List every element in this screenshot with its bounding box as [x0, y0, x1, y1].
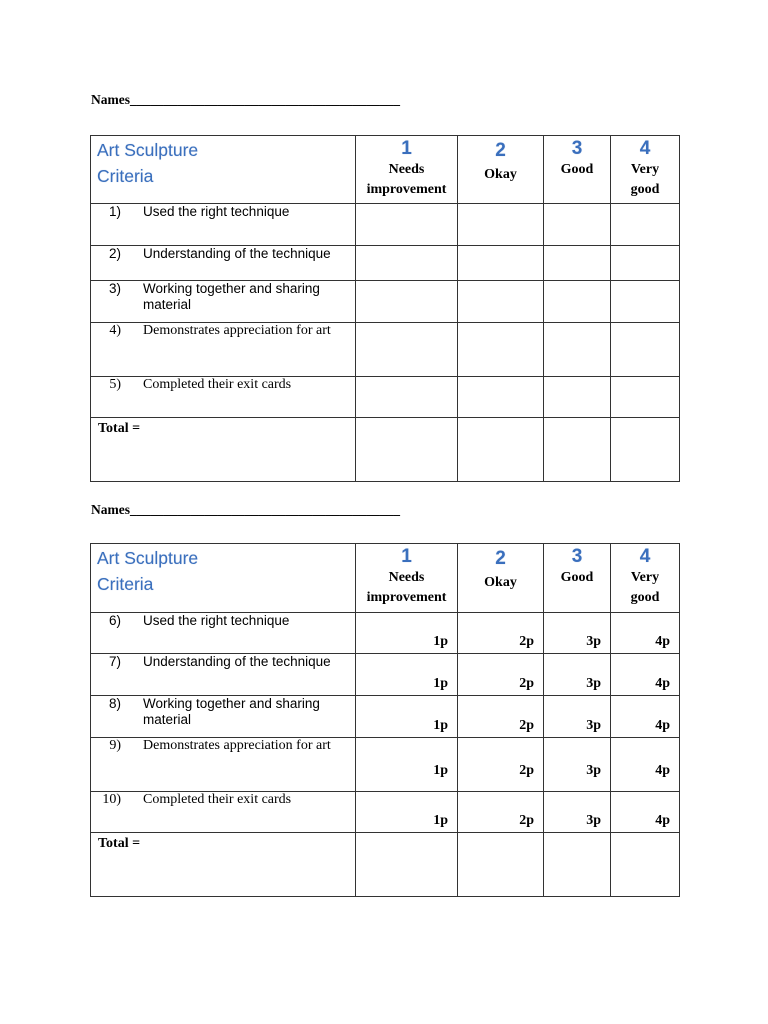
level-4-header — [611, 544, 680, 613]
points-cell[interactable]: 3p — [544, 792, 611, 833]
level-1-header — [356, 136, 458, 204]
level-1-header — [356, 544, 458, 613]
score-cell[interactable] — [458, 204, 544, 246]
points-cell[interactable]: 4p — [611, 792, 680, 833]
criterion-row — [91, 696, 680, 738]
points-cell[interactable]: 2p — [458, 738, 544, 792]
points-cell[interactable]: 4p — [611, 738, 680, 792]
level-3-header — [544, 136, 611, 204]
level-3-number: 3 — [571, 138, 583, 159]
criterion-text: Used the right technique — [143, 613, 290, 628]
total-cell[interactable] — [356, 418, 458, 482]
criterion-number: 9) — [109, 738, 121, 753]
level-2-number: 2 — [495, 548, 506, 569]
criterion-text: Working together and sharing material — [143, 281, 320, 312]
criterion-number: 6) — [108, 613, 121, 628]
total-cell[interactable] — [611, 418, 680, 482]
header-row — [91, 544, 680, 613]
points-cell[interactable]: 1p — [356, 654, 458, 696]
criterion-number: 8) — [108, 696, 121, 711]
points-cell[interactable]: 4p — [611, 613, 680, 654]
criterion-row — [91, 281, 680, 323]
score-cell[interactable] — [458, 323, 544, 377]
points-cell[interactable]: 2p — [458, 654, 544, 696]
score-cell[interactable] — [544, 323, 611, 377]
criterion-number: 2) — [108, 246, 121, 261]
names-field-1[interactable] — [91, 92, 400, 108]
criterion-text: Understanding of the technique — [143, 654, 331, 669]
level-1-desc-1: Needs — [388, 162, 425, 177]
criterion-number: 7) — [108, 654, 121, 669]
level-1-desc-1: Needs — [388, 570, 425, 585]
total-label: Total = — [91, 418, 356, 482]
rubric-table-2 — [90, 543, 680, 897]
total-row — [91, 833, 680, 897]
level-3-header — [544, 544, 611, 613]
score-cell[interactable] — [544, 377, 611, 418]
points-cell[interactable]: 2p — [458, 792, 544, 833]
criterion-row — [91, 654, 680, 696]
criterion-text: Completed their exit cards — [143, 377, 292, 392]
criterion-text: Working together and sharing material — [143, 696, 320, 727]
level-2-desc: Okay — [484, 167, 517, 182]
total-cell[interactable] — [356, 833, 458, 897]
title-line-1: Art Sculpture — [97, 548, 199, 568]
names-label: Names — [91, 502, 130, 517]
score-cell[interactable] — [611, 323, 680, 377]
points-cell[interactable]: 1p — [356, 696, 458, 738]
score-cell[interactable] — [458, 281, 544, 323]
level-3-desc: Good — [560, 162, 594, 177]
level-2-number: 2 — [495, 140, 506, 161]
score-cell[interactable] — [544, 204, 611, 246]
points-cell[interactable]: 2p — [458, 696, 544, 738]
level-4-desc-1: Very — [630, 162, 660, 177]
title-line-2: Criteria — [97, 574, 154, 594]
score-cell[interactable] — [458, 377, 544, 418]
score-cell[interactable] — [356, 281, 458, 323]
points-cell[interactable]: 2p — [458, 613, 544, 654]
names-field-2[interactable] — [91, 502, 400, 518]
points-cell[interactable]: 3p — [544, 613, 611, 654]
score-cell[interactable] — [611, 281, 680, 323]
total-cell[interactable] — [544, 418, 611, 482]
names-label: Names — [91, 92, 130, 107]
points-cell[interactable]: 3p — [544, 654, 611, 696]
score-cell[interactable] — [611, 377, 680, 418]
level-2-header — [458, 544, 544, 613]
level-4-number: 4 — [639, 546, 651, 567]
level-4-desc-2: good — [630, 590, 660, 605]
level-4-desc-1: Very — [630, 570, 660, 585]
score-cell[interactable] — [356, 323, 458, 377]
score-cell[interactable] — [611, 204, 680, 246]
total-cell[interactable] — [458, 833, 544, 897]
total-cell[interactable] — [458, 418, 544, 482]
level-3-number: 3 — [571, 546, 583, 567]
level-1-number: 1 — [401, 138, 412, 159]
score-cell[interactable] — [458, 246, 544, 281]
title-line-1: Art Sculpture — [97, 140, 199, 160]
criterion-text: Demonstrates appreciation for art — [143, 323, 331, 338]
total-cell[interactable] — [611, 833, 680, 897]
level-1-number: 1 — [401, 546, 412, 567]
criteria-header — [91, 136, 356, 204]
header-row — [91, 136, 680, 204]
names-line: ________________________________________ — [130, 92, 400, 107]
criterion-text: Used the right technique — [143, 204, 290, 219]
criterion-number: 10) — [102, 792, 121, 807]
points-cell[interactable]: 1p — [356, 613, 458, 654]
title-line-2: Criteria — [97, 166, 154, 186]
criterion-number: 1) — [108, 204, 121, 219]
criterion-row — [91, 323, 680, 377]
total-row — [91, 418, 680, 482]
level-4-header — [611, 136, 680, 204]
criteria-header — [91, 544, 356, 613]
criterion-row — [91, 377, 680, 418]
level-4-desc-2: good — [630, 182, 660, 197]
criterion-text: Completed their exit cards — [143, 792, 292, 807]
score-cell[interactable] — [356, 246, 458, 281]
score-cell[interactable] — [544, 246, 611, 281]
criterion-number: 5) — [109, 377, 121, 392]
level-3-desc: Good — [560, 570, 594, 585]
level-4-number: 4 — [639, 138, 651, 159]
criterion-row — [91, 246, 680, 281]
score-cell[interactable] — [611, 246, 680, 281]
points-cell[interactable]: 4p — [611, 696, 680, 738]
points-cell[interactable]: 1p — [356, 738, 458, 792]
total-cell[interactable] — [544, 833, 611, 897]
criterion-row — [91, 204, 680, 246]
score-cell[interactable] — [356, 377, 458, 418]
rubric-table-1 — [90, 135, 680, 482]
criterion-row — [91, 738, 680, 792]
points-cell[interactable]: 3p — [544, 696, 611, 738]
total-label: Total = — [91, 833, 356, 897]
criterion-text: Demonstrates appreciation for art — [143, 738, 331, 753]
criterion-text: Understanding of the technique — [143, 246, 331, 261]
points-cell[interactable]: 1p — [356, 792, 458, 833]
names-line: ________________________________________ — [130, 502, 400, 517]
level-2-desc: Okay — [484, 575, 517, 590]
level-2-header — [458, 136, 544, 204]
level-1-desc-2: improvement — [366, 590, 447, 605]
criterion-number: 3) — [108, 281, 121, 296]
criterion-number: 4) — [109, 323, 121, 338]
points-cell[interactable]: 4p — [611, 654, 680, 696]
criterion-row — [91, 613, 680, 654]
level-1-desc-2: improvement — [366, 182, 447, 197]
score-cell[interactable] — [356, 204, 458, 246]
criterion-row — [91, 792, 680, 833]
score-cell[interactable] — [544, 281, 611, 323]
points-cell[interactable]: 3p — [544, 738, 611, 792]
